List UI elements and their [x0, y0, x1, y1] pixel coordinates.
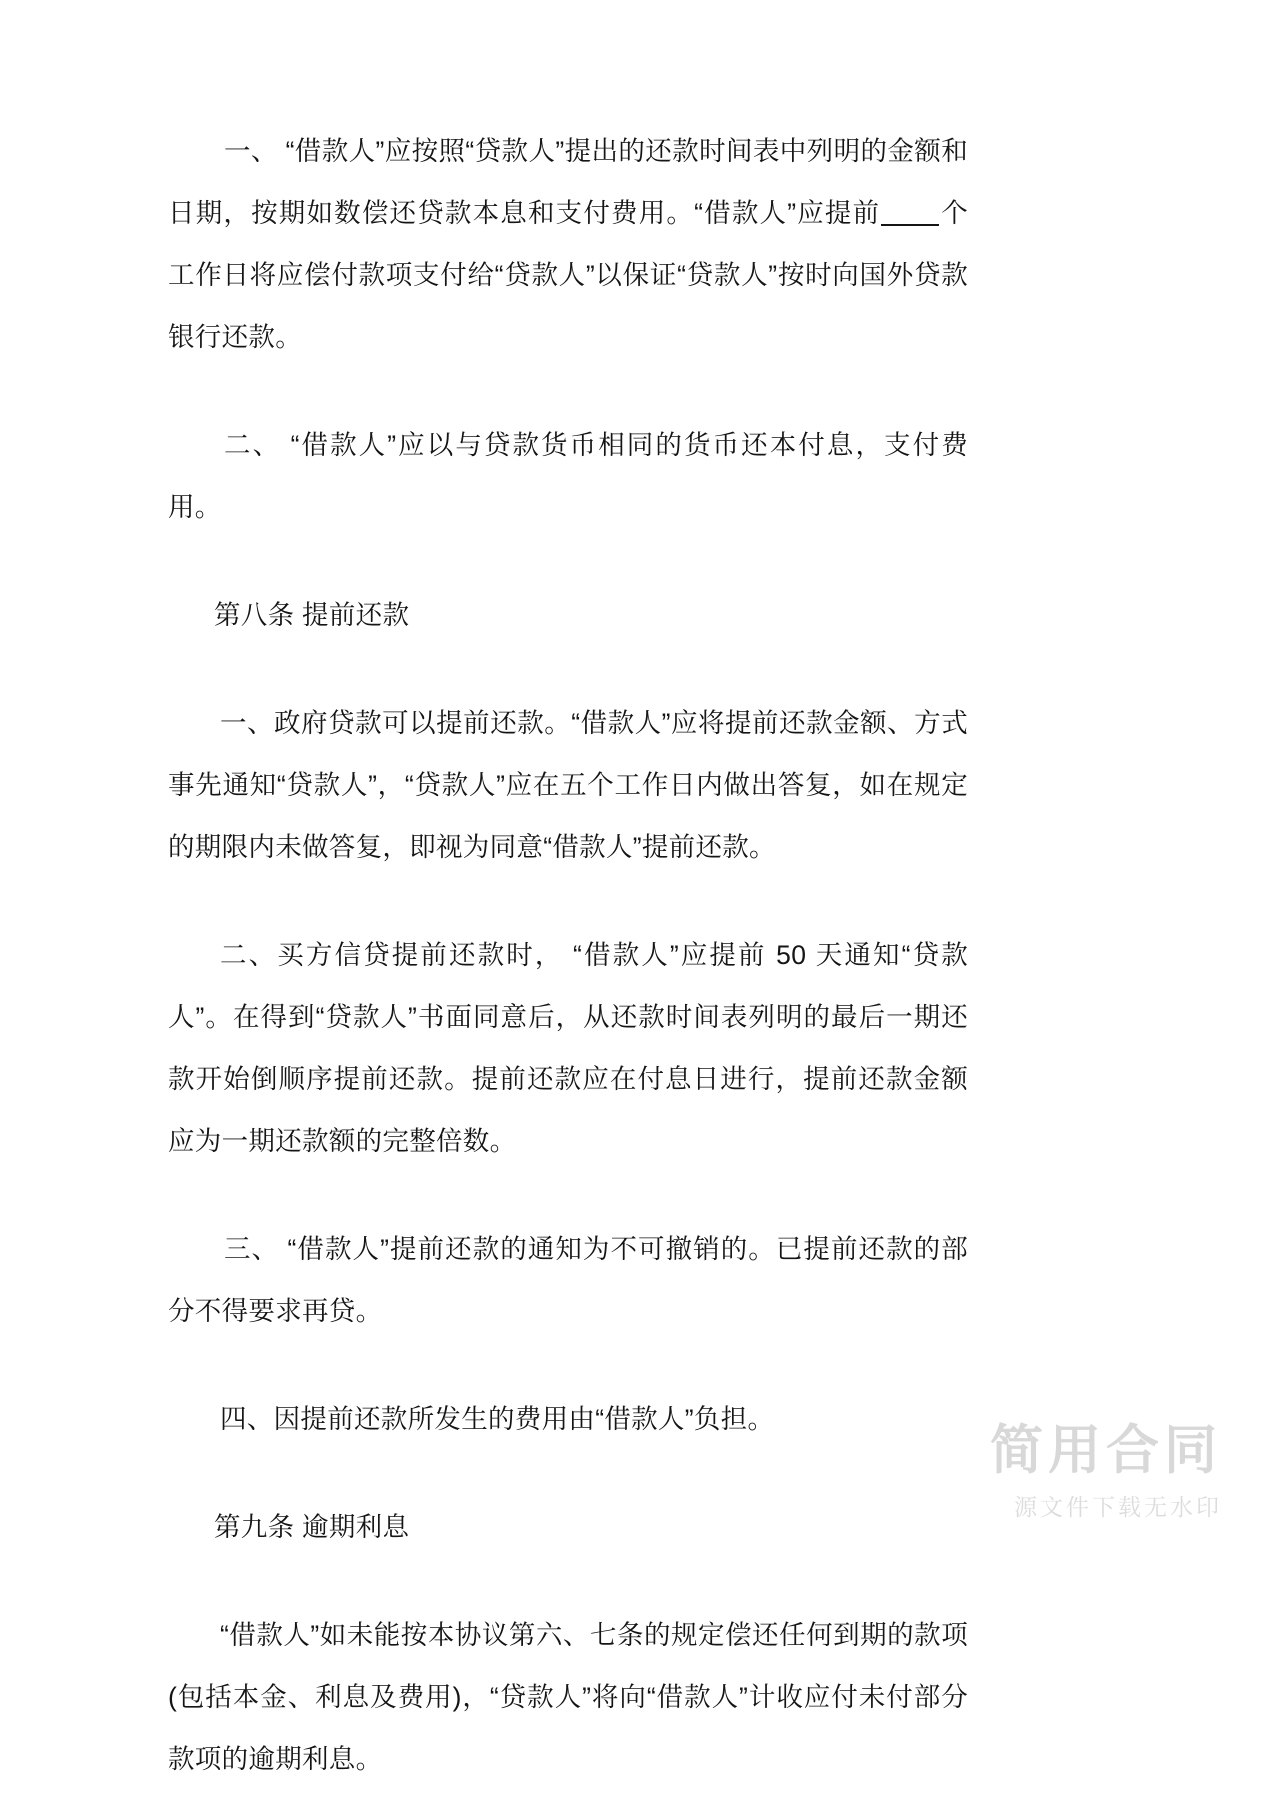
paragraph-art9-body: “借款人”如未能按本协议第六、七条的规定偿还任何到期的款项(包括本金、利息及费用)，“贷款人”将向“借款人”计收应付未付部分款项的逾期利息。: [168, 1620, 968, 1774]
paragraph-art7-item1: [168, 120, 968, 368]
spacer: [168, 1200, 968, 1218]
paragraph-text-after-blank: 个工作日将应偿付款项支付给“贷款人”以保证“贷款人”按时向国外贷款银行还款。: [168, 198, 968, 352]
paragraph-art7-item2: 二、 “借款人”应以与贷款货币相同的货币还本付息，支付费用。: [168, 430, 968, 522]
spacer: [168, 674, 968, 692]
paragraph-art8-item3: 三、 “借款人”提前还款的通知为不可撤销的。已提前还款的部分不得要求再贷。: [168, 1234, 968, 1326]
spacer: [168, 1478, 968, 1496]
heading-article-9: 第九条 逾期利息: [214, 1512, 410, 1542]
watermark: [990, 1423, 1222, 1522]
spacer: [168, 906, 968, 924]
watermark-brand: 简用合同: [990, 1421, 1222, 1481]
paragraph-art8-item2: 二、买方信贷提前还款时， “借款人”应提前 50 天通知“贷款人”。在得到“贷款人”书面同意后，从还款时间表列明的最后一期还款开始倒顺序提前还款。提前还款应在付息日进行，提前还款金额应为一期还款额的完整倍数。: [168, 940, 968, 1156]
spacer: [168, 396, 968, 414]
document-body: [168, 120, 968, 1810]
heading-article-8: 第八条 提前还款: [214, 600, 410, 630]
fill-in-blank-workdays[interactable]: [881, 224, 939, 226]
spacer: [168, 1370, 968, 1388]
spacer: [168, 566, 968, 584]
paragraph-text-before-blank: 一、 “借款人”应按照“贷款人”提出的还款时间表中列明的金额和日期，按期如数偿还贷款本息和支付费用。“借款人”应提前: [168, 136, 968, 228]
spacer: [168, 1586, 968, 1604]
paragraph-art8-item4: 四、因提前还款所发生的费用由“借款人”负担。: [220, 1404, 775, 1434]
watermark-tagline: 源文件下载无水印: [1014, 1494, 1222, 1520]
paragraph-art8-item1: 一、政府贷款可以提前还款。“借款人”应将提前还款金额、方式事先通知“贷款人”，“贷款人”应在五个工作日内做出答复，如在规定的期限内未做答复，即视为同意“借款人”提前还款。: [168, 708, 968, 862]
